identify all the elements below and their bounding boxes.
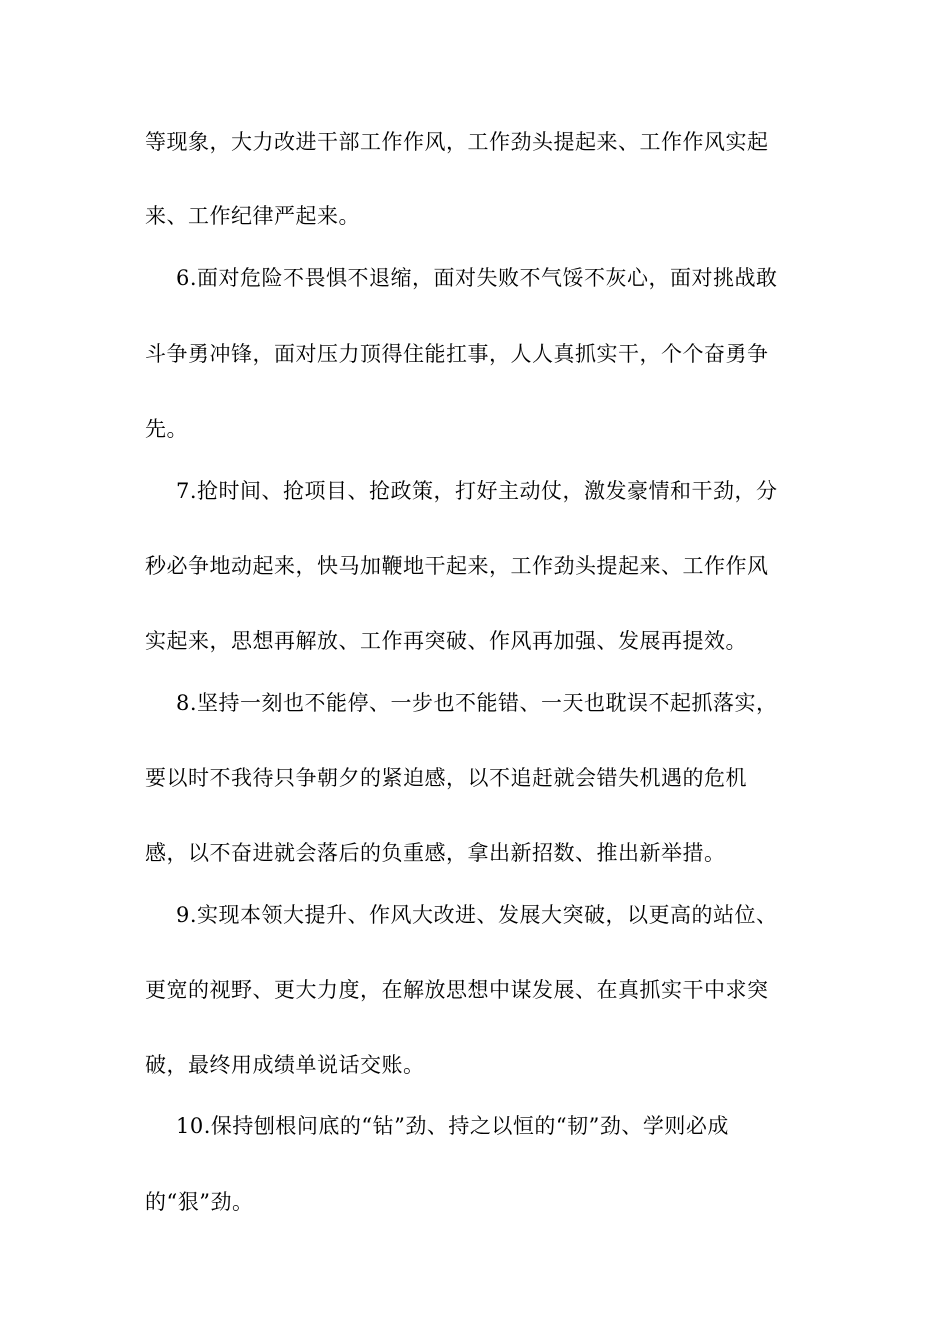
text-line: 要以时不我待只争朝夕的紧迫感，以不追赶就会错失机遇的危机 (145, 766, 747, 790)
paragraph-6-start: 6.面对危险不畏惧不退缩，面对失败不气馁不灰心，面对挑战敢 (176, 266, 778, 290)
text-line: 的“狠”劲。 (145, 1190, 254, 1214)
paragraph-10-start: 10.保持刨根问底的“钻”劲、持之以恒的“韧”劲、学则必成 (176, 1114, 729, 1138)
text-line: 秒必争地动起来，快马加鞭地干起来，工作劲头提起来、工作作风 (145, 554, 769, 578)
text-line: 实起来，思想再解放、工作再突破、作风再加强、发展再提效。 (145, 629, 747, 653)
paragraph-7-start: 7.抢时间、抢项目、抢政策，打好主动仗，激发豪情和干劲，分 (176, 479, 778, 503)
text-line: 等现象，大力改进干部工作作风，工作劲头提起来、工作作风实起 (145, 130, 769, 154)
text-line: 先。 (145, 417, 188, 441)
paragraph-8-start: 8.坚持一刻也不能停、一步也不能错、一天也耽误不起抓落实， (176, 691, 778, 715)
text-line: 破，最终用成绩单说话交账。 (145, 1053, 425, 1077)
text-line: 更宽的视野、更大力度，在解放思想中谋发展、在真抓实干中求突 (145, 978, 769, 1002)
text-line: 感，以不奋进就会落后的负重感，拿出新招数、推出新举措。 (145, 841, 726, 865)
paragraph-9-start: 9.实现本领大提升、作风大改进、发展大突破，以更高的站位、 (176, 903, 778, 927)
text-line: 斗争勇冲锋，面对压力顶得住能扛事，人人真抓实干，个个奋勇争 (145, 342, 769, 366)
text-line: 来、工作纪律严起来。 (145, 204, 360, 228)
